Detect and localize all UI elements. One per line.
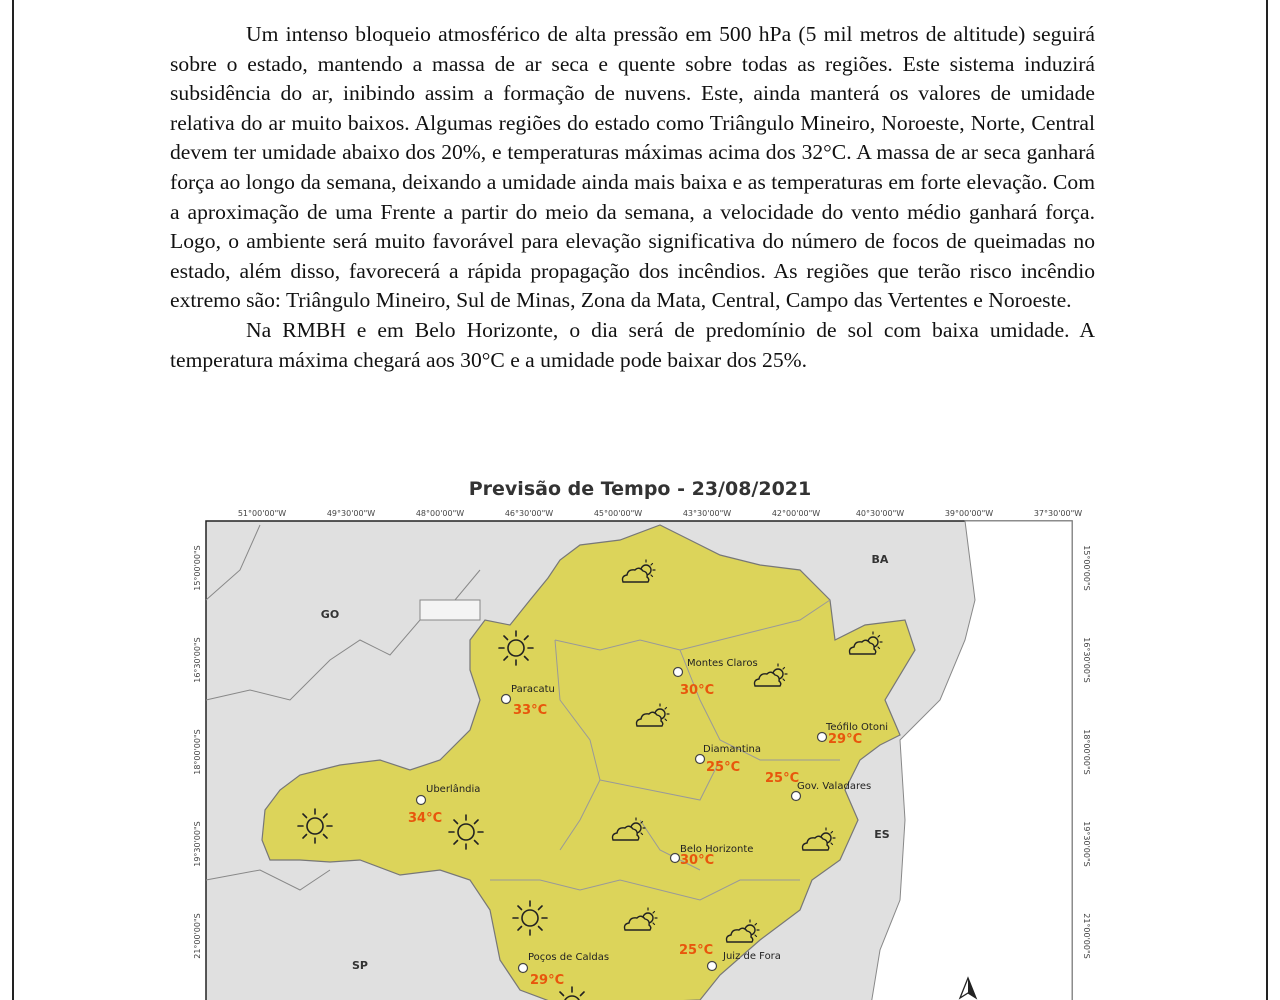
state-label-sp: SP (352, 959, 368, 972)
temperature-label: 30°C (680, 853, 715, 868)
map-title: Previsão de Tempo - 23/08/2021 (468, 478, 812, 500)
city-marker (708, 962, 717, 971)
lat-label: 19°30'00"S (1082, 821, 1091, 867)
lat-label: 19°30'00"S (193, 821, 202, 867)
lon-label: 46°30'00"W (504, 509, 554, 518)
lat-label: 15°00'00"S (193, 545, 202, 591)
latitude-labels-right (1082, 545, 1091, 959)
temperature-label: 34°C (408, 811, 443, 826)
city-label: Montes Claros (687, 658, 758, 669)
lon-label: 51°00'00"W (237, 509, 287, 518)
city-label: Poços de Caldas (528, 952, 610, 963)
temperature-label: 29°C (828, 732, 863, 747)
temperature-label: 29°C (530, 973, 565, 988)
city-marker (792, 792, 801, 801)
lon-label: 42°00'00"W (771, 509, 821, 518)
city-marker (696, 755, 705, 764)
paragraph-2: Na RMBH e em Belo Horizonte, o dia será de predomínio de sol com baixa umidade. A temperatura máxima chegará aos 30°C e a umidade pode baixar dos 25%. (170, 317, 1095, 372)
lon-label: 48°00'00"W (415, 509, 465, 518)
city-label: Gov. Valadares (797, 781, 872, 792)
lat-label: 18°00'00"S (193, 729, 202, 775)
temperature-label: 25°C (765, 771, 800, 786)
lat-label: 21°00'00"S (193, 913, 202, 959)
state-label-es: ES (874, 828, 890, 841)
city-label: Juiz de Fora (723, 951, 781, 962)
state-label-go: GO (320, 608, 340, 621)
lat-label: 16°30'00"S (1082, 637, 1091, 683)
city-marker (417, 796, 426, 805)
temperature-label: 25°C (706, 760, 741, 775)
lat-label: 21°00'00"S (1082, 913, 1091, 959)
city-marker (502, 695, 511, 704)
temperature-label: 30°C (680, 683, 715, 698)
state-label-ba: BA (871, 553, 889, 566)
df-outline (420, 600, 480, 620)
longitude-labels (238, 509, 1082, 518)
city-marker (671, 854, 680, 863)
city-marker (519, 964, 528, 973)
latitude-labels-left (193, 545, 202, 959)
paragraph-1: Um intenso bloqueio atmosférico de alta pressão em 500 hPa (5 mil metros de altitude) seguirá sobre o estado, mantendo a massa de ar seca e quente sobre todas as regiões. Este sistema induzirá subsidência do ar, inibindo assim a formação de nuvens. Este, ainda manterá os valores de umidade relativa do ar muito baixos. Algumas regiões do estado como Triângulo Mineiro, Noroeste, Norte, Central devem ter umidade abaixo dos 20%, e temperaturas máximas acima dos 32°C. A massa de ar seca ganhará força ao longo da semana, deixando a umidade ainda mais baixa e as temperaturas em forte elevação. Com a aproximação de uma Frente a partir do meio da semana, a velocidade do vento médio ganhará força. Logo, o ambiente será muito favorável para elevação significativa do número de focos de queimadas no estado, além disso, favorecerá a rápida propagação dos incêndios. As regiões que terão risco incêndio extremo são: Triângulo Mineiro, Sul de Minas, Zona da Mata, Central, Campo das Vertentes e Noroeste. (170, 22, 1095, 313)
temperature-label: 33°C (513, 703, 548, 718)
lat-label: 15°00'00"S (1082, 545, 1091, 591)
lon-label: 39°00'00"W (944, 509, 994, 518)
city-label: Uberlândia (426, 784, 481, 795)
temperature-label: 25°C (679, 943, 714, 958)
lon-label: 40°30'00"W (855, 509, 905, 518)
lon-label: 45°00'00"W (593, 509, 643, 518)
lon-label: 43°30'00"W (682, 509, 732, 518)
lat-label: 18°00'00"S (1082, 729, 1091, 775)
lat-label: 16°30'00"S (193, 637, 202, 683)
city-marker (818, 733, 827, 742)
city-label: Belo Horizonte (680, 844, 754, 855)
city-label: Paracatu (511, 684, 555, 695)
city-marker (674, 668, 683, 677)
city-label: Teófilo Otoni (826, 722, 889, 733)
lon-label: 37°30'00"W (1033, 509, 1083, 518)
lon-label: 49°30'00"W (326, 509, 376, 518)
city-label: Diamantina (703, 744, 761, 755)
